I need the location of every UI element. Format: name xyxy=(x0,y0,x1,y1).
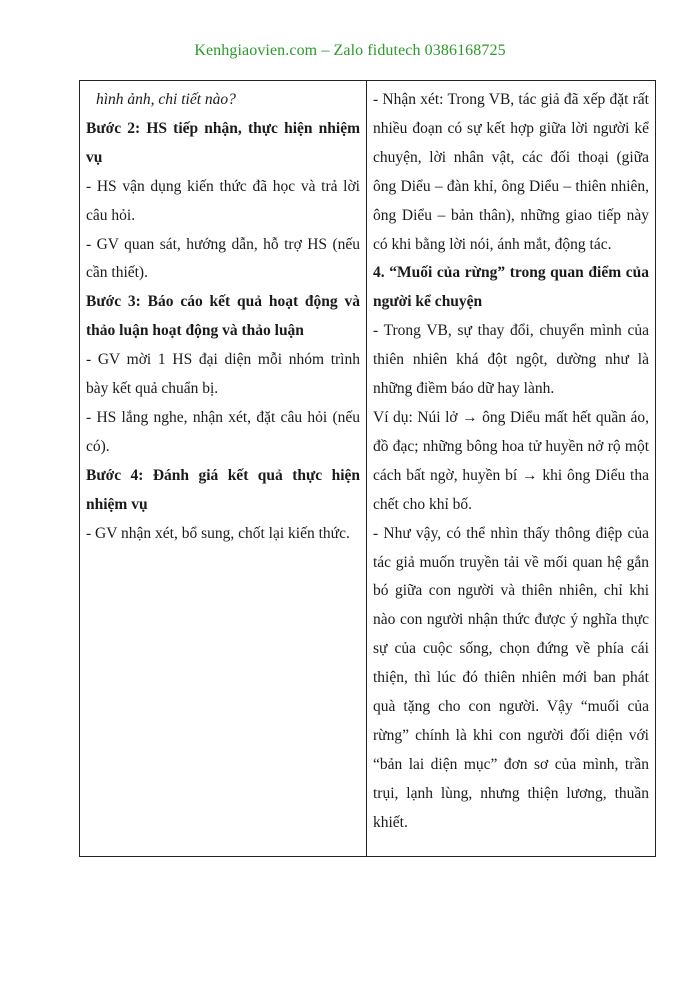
left-paragraph: Bước 4: Đánh giá kết quả thực hiện nhiệm vụ xyxy=(86,466,360,513)
right-paragraph: 4. “Muối của rừng” trong quan điểm của người kể chuyện xyxy=(373,264,649,311)
left-paragraph: - GV quan sát, hướng dẫn, hỗ trợ HS (nếu cần thiết). xyxy=(86,235,360,282)
right-paragraph: - Trong VB, sự thay đổi, chuyển mình của thiên nhiên khá đột ngột, dường như là những điềm báo dữ hay lành. xyxy=(373,322,649,398)
right-paragraph: - Như vậy, có thể nhìn thấy thông điệp của tác giả muốn truyền tải về mối quan hệ gắn bó giữa con người và thiên nhiên, chỉ khi nào con người nhận thức được ý nghĩa thực sự của cuộc sống, chọn đứng về phía cái thiện, thì lúc đó thiên nhiên mới ban phát quà tặng cho con người. Vậy “muối của rừng” chính là khi con người đối diện với “bản lai diện mục” đơn sơ của mình, trần trụi, lạnh lùng, nhưng thiện lương, thuần khiết. xyxy=(373,524,649,831)
lesson-table xyxy=(79,80,656,857)
left-paragraph: - GV nhận xét, bổ sung, chốt lại kiến thức. xyxy=(86,524,350,542)
left-paragraph: - HS lắng nghe, nhận xét, đặt câu hỏi (nếu có). xyxy=(86,408,360,455)
right-paragraph: - Nhận xét: Trong VB, tác giả đã xếp đặt rất nhiều đoạn có sự kết hợp giữa lời người kể chuyện, lời nhân vật, các đối thoại (giữa ông Diểu – đàn khỉ, ông Diểu – thiên nhiên, ông Diểu – bản thân), những giao tiếp này có khi bằng lời nói, ánh mắt, động tác. xyxy=(373,91,649,253)
page-header xyxy=(0,42,700,60)
right-column-cell xyxy=(367,81,656,857)
header-separator: – xyxy=(317,42,334,59)
header-contact: Zalo fidutech 0386168725 xyxy=(333,42,506,59)
table-row xyxy=(80,81,656,857)
left-paragraph: Bước 2: HS tiếp nhận, thực hiện nhiệm vụ xyxy=(86,119,360,166)
left-paragraph: - GV mời 1 HS đại diện mỗi nhóm trình bày kết quả chuẩn bị. xyxy=(86,351,360,398)
right-paragraph: Ví dụ: Núi lở → ông Diểu mất hết quần áo, đồ đạc; những bông hoa tử huyền nở rộ một cách bất ngờ, huyền bí → khi ông Diểu tha chết cho khỉ bố. xyxy=(373,408,649,513)
header-site[interactable]: Kenhgiaovien.com xyxy=(194,42,318,59)
left-paragraph: hình ảnh, chi tiết nào? xyxy=(96,91,236,108)
left-paragraph: - HS vận dụng kiến thức đã học và trả lời câu hỏi. xyxy=(86,177,360,224)
left-column-cell xyxy=(80,81,367,857)
left-paragraph: Bước 3: Báo cáo kết quả hoạt động và thảo luận hoạt động và thảo luận xyxy=(86,293,360,340)
